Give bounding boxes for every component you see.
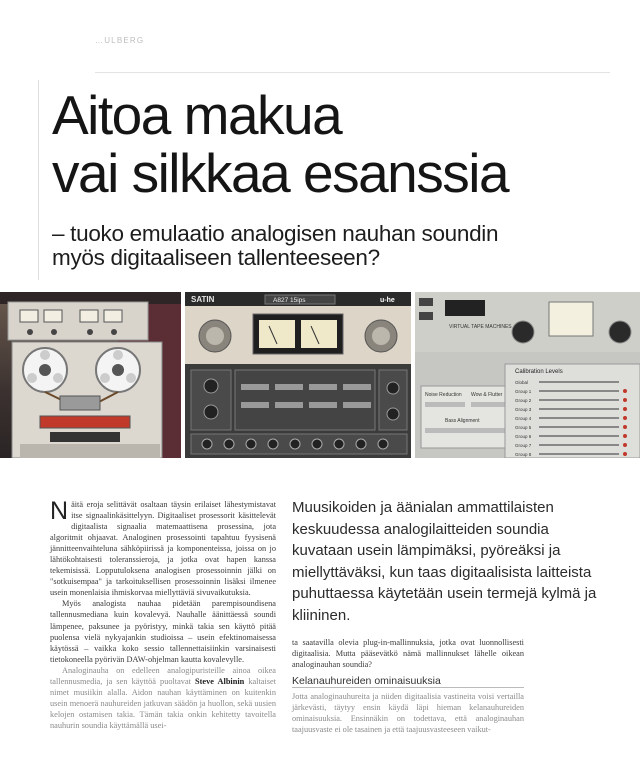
section-subheading: Kelanauhureiden ominaisuuksia	[292, 675, 441, 687]
group-row-label: Group 1	[515, 389, 532, 394]
global-label: Global	[515, 380, 529, 385]
column-3-paragraph: Jotta analoginauhureita ja niiden digitaalisia vastineita voisi vertailla järkevästi, täytyy ensin käydä läpi hieman kelanauhureiden ominaisuuksia. Ensinnäkin on todettava, että analoginauhan taajuusvaste ei ole tasainen ja että taajuusvasteeseen vaikut-	[292, 692, 524, 735]
photo-strip	[0, 292, 640, 458]
pull-quote: Muusikoiden ja äänialan ammattilaisten keskuudessa analogilaitteiden soundia kuvataan usein lämpimäksi, pyöreäksi ja miellyttäväksi, kun taas digitaalisista laitteista puhuttaessa käytetään usein termejä kylmä ja kliininen.	[292, 499, 597, 624]
margin-rule	[38, 80, 39, 280]
vtm-title: VIRTUAL TAPE MACHINES	[449, 324, 512, 330]
tape-machine-photo	[0, 292, 181, 458]
satin-plugin-illustration	[185, 292, 411, 458]
satin-brand: SATIN	[191, 295, 215, 304]
calibration-title: Calibration Levels	[515, 369, 563, 375]
group-row-label: Group 2	[515, 398, 532, 403]
group-row-label: Group 7	[515, 443, 532, 448]
drop-cap: N	[50, 497, 69, 525]
subheading-rule	[292, 687, 524, 688]
body-column-3	[292, 691, 524, 735]
body-column-1	[50, 499, 276, 731]
satin-preset: A827 15ips	[273, 297, 306, 304]
subtitle-line-2: myös digitaaliseen tallenteeseen?	[52, 245, 380, 270]
tape-machine-illustration	[0, 292, 181, 458]
steve-albini-name: Steve Albinin	[195, 676, 245, 686]
group-row-label: Group 5	[515, 425, 532, 430]
slate-vtm-illustration	[415, 292, 640, 458]
body-column-2	[292, 637, 524, 670]
paragraph-3	[50, 665, 276, 731]
subtitle-line-1: – tuoko emulaatio analogisen nauhan soundin	[52, 221, 499, 246]
paragraph-2: Myös analogista nauhaa pidetään parempisoundisena tallennusmediana kuin kovalevyä. Nauhalle äänittäessä soundi lämpenee, paksunee ja pyöristyy, minkä takia sen käyttö pitää puolensa vielä nykyajankin studioissa – usein efektinomaisessa käytössä – vaikka koko sessio tallennettaisiinkin varsinaisesti tietokoneella pyörivän DAW-ohjelman kautta kovalevylle.	[50, 599, 276, 664]
slate-vtm-screenshot	[415, 292, 640, 458]
title-line-1: Aitoa makua	[52, 84, 342, 146]
author-byline: …ULBERG	[95, 36, 145, 45]
column-2-paragraph: ta saatavilla olevia plug-in-mallinnuksia, jotka ovat luonnollisesti digitaalisia. Mutta pääsevätkö nämä mallinnukset lähelle oikean analoginauhan soundia?	[292, 638, 524, 670]
article-subtitle	[52, 222, 612, 270]
paragraph-3-start: Analoginauha on edelleen analogipuristeille ainoa oikea tallennusmedia, ja sen käyttöä puoltavat	[50, 665, 276, 686]
paragraph-1: äitä eroja selittävät osaltaan täysin erilaiset lähestymistavat itse signaalinkäsittelyyn. Digitaaliset prosessorit käsittelevät digitaalista signaalia matemaattisena prosessina, jota algoritmit ohjaavat. Analoginen prosessointi tapahtuu fyysisenä jännitteenvaihteluna sähköpiirissä ja komponenteissa, joissa on jo lähtökohtaisesti toleranssieroja, ja jotka ovat hapen kanssa tekemisissä. Lopputuloksena analogisen prosessoinnin jälki on "sotkuisempaa" ja tarkoituksellisen prosessoinnin lisäksi ilmenee usein monenlaisia ihmiskorvaa miellyttäviä sivuvaikutuksia.	[50, 500, 276, 598]
noise-reduction-label: Noise Reduction	[425, 392, 462, 398]
header-rule	[95, 72, 610, 73]
wow-flutter-label: Wow & Flutter	[471, 392, 503, 398]
group-row-label: Group 4	[515, 416, 532, 421]
group-row-label: Group 3	[515, 407, 532, 412]
article-title	[52, 86, 632, 202]
paragraph-3-end: kaltaiset nimet musiikin alalla. Aidon nauhan käyttäminen on kuitenkin usein menoerä nauhureiden jatkuvan säädön ja huollon, sekä uusien kelojen ostamisen takia. Tämän takia onkin kehitetty tavoitella nauhurin soundia käyttämällä usei-	[50, 676, 276, 730]
bass-alignment-label: Bass Alignment	[445, 418, 480, 424]
satin-plugin-screenshot	[185, 292, 411, 458]
uhe-logo: u-he	[380, 297, 395, 304]
title-line-2: vai silkkaa esanssia	[52, 142, 509, 204]
group-row-label: Group 6	[515, 434, 532, 439]
group-row-label: Group 8	[515, 452, 532, 457]
